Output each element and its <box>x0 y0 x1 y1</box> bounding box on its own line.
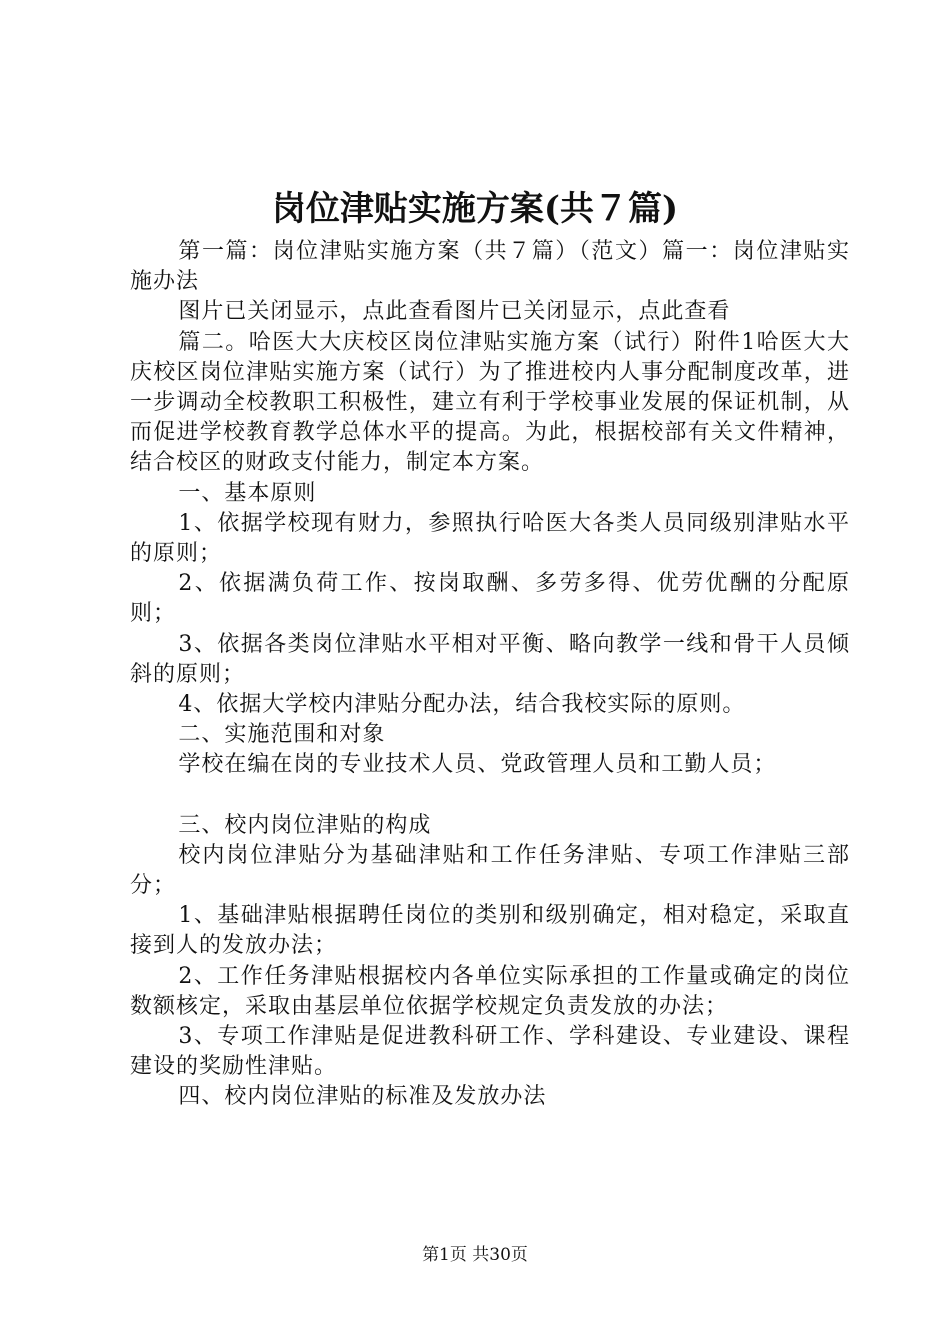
section-heading: 二、实施范围和对象 <box>178 722 386 748</box>
document-title: 岗位津贴实施方案(共７篇) <box>271 189 679 229</box>
image-hidden-notice[interactable]: 图片已关闭显示，点此查看图片已关闭显示，点此查看 <box>178 299 731 325</box>
list-item: 1、基础津贴根据聘任岗位的类别和级别确定，相对稳定，采取直接到人的发放办法； <box>130 903 850 959</box>
blank-line <box>130 781 850 811</box>
list-item: 2、工作任务津贴根据校内各单位实际承担的工作量或确定的岗位数额核定，采取由基层单位依据学校规定负责发放的办法； <box>130 963 850 1019</box>
document-body <box>130 237 850 1113</box>
list-item: 3、依据各类岗位津贴水平相对平衡、略向教学一线和骨干人员倾斜的原则； <box>130 631 850 687</box>
paragraph: 校内岗位津贴分为基础津贴和工作任务津贴、专项工作津贴三部分； <box>130 842 850 899</box>
list-item: 3、专项工作津贴是促进教科研工作、学科建设、专业建设、课程建设的奖励性津贴。 <box>130 1024 850 1080</box>
list-item: 1、依据学校现有财力，参照执行哈医大各类人员同级别津贴水平的原则； <box>130 510 850 567</box>
list-item: 2、依据满负荷工作、按岗取酬、多劳多得、优劳优酬的分配原则； <box>130 571 850 627</box>
paragraph: 篇二。哈医大大庆校区岗位津贴实施方案（试行）附件1哈医大大庆校区岗位津贴实施方案（试行）为了推进校内人事分配制度改革，进一步调动全校教职工积极性，建立有利于学校事业发展的保证机制，从而促进学校教育教学总体水平的提高。为此，根据校部有关文件精神，结合校区的财政支付能力，制定本方案。 <box>130 329 850 476</box>
list-item: 4、依据大学校内津贴分配办法，结合我校实际的原则。 <box>178 692 746 718</box>
section-heading: 四、校内岗位津贴的标准及发放办法 <box>178 1084 547 1110</box>
paragraph: 第一篇：岗位津贴实施方案（共７篇）（范文）篇一：岗位津贴实施办法 <box>130 239 850 295</box>
page-footer: 第1页 共30页 <box>422 1245 528 1265</box>
section-heading: 一、基本原则 <box>178 480 317 506</box>
paragraph: 学校在编在岗的专业技术人员、党政管理人员和工勤人员； <box>178 752 777 778</box>
section-heading: 三、校内岗位津贴的构成 <box>178 812 432 838</box>
